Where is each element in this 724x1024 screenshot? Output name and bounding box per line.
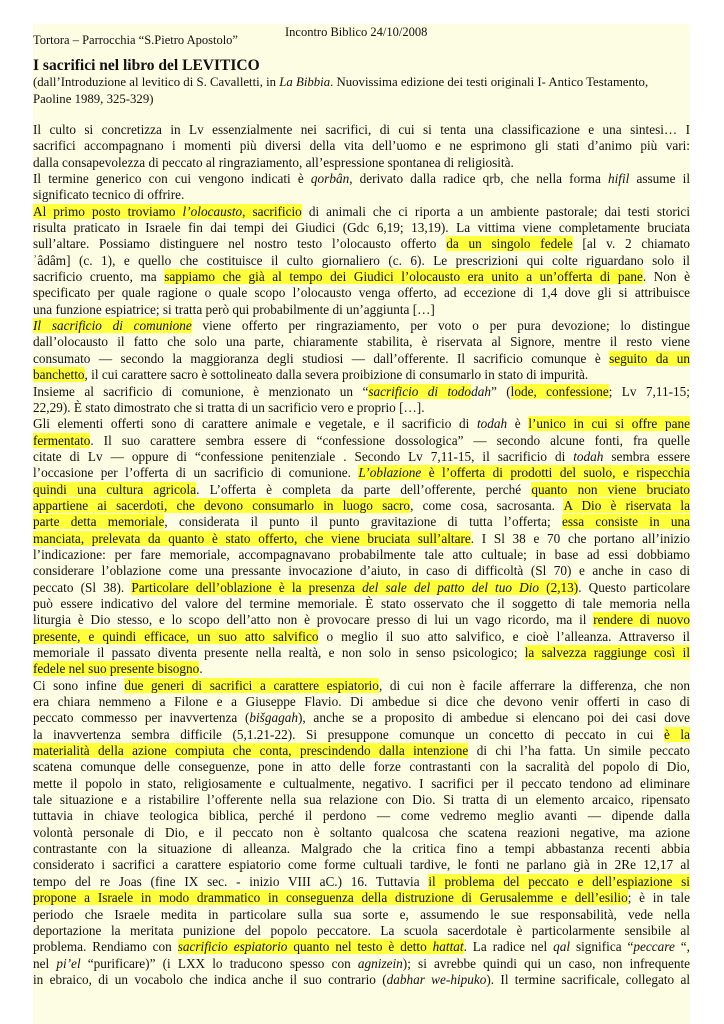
text-segment: tuttavia in chiave teologica biblica, perché il perdono — come vedremo meglio avanti — dipende dalla <box>33 808 690 824</box>
text-segment: può essere indicativo del valore del termine memoriale. È stato osservato che il soggetto di tale memoria nella <box>33 595 690 611</box>
text-segment: l’indicazione: per fare memoriale, accompagnavano probabilmente tale atto cultuale; in base ad essi dobbiamo <box>33 546 690 562</box>
highlight <box>368 384 471 399</box>
italic-term: todah <box>476 416 508 432</box>
highlight <box>562 514 690 529</box>
highlight <box>178 939 288 954</box>
text-segment: problema. Rendiamo con <box>33 939 178 955</box>
text-line <box>33 122 690 138</box>
highlighted-text: presente, e quindi efficace, un suo atto salvifico <box>33 628 319 644</box>
highlight <box>433 939 464 954</box>
text-segment: deportazione la meritata punizione del popolo peccatore. La scuola sacerdotale è particolarmente sensibile al <box>33 922 690 938</box>
text-segment: la inavvertenza sembra difficile (5,1.21-22). Si presuppone comunque un concetto di peccato in cui <box>33 726 664 742</box>
text-line <box>33 596 690 612</box>
highlighted-text: lode, confessione <box>510 383 609 399</box>
text-segment: significa “ <box>570 939 634 955</box>
italic-term: todah <box>573 448 604 464</box>
text-segment: una funzione espiatrice; si tratta però qui probabilmente di un’aggiunta […] <box>33 301 435 317</box>
italic-term: peccare <box>633 939 675 955</box>
text-segment: sull’altare. Possiamo distinguere nel nostro testo l’olocausto offerto <box>33 236 447 252</box>
highlighted-text: la salvezza raggiunge così il <box>524 645 690 660</box>
highlighted-text: fermentato <box>33 432 91 448</box>
highlight <box>609 351 690 366</box>
text-line <box>33 465 690 481</box>
italic-term: dabhar we-hipuko <box>386 971 487 987</box>
highlight <box>664 727 690 742</box>
text-line <box>33 612 690 628</box>
document-page <box>33 24 690 1024</box>
text-segment: citate di Lv — oppure di “confessione penitenziale . Secondo Lv 7,11-15, il sacrificio di <box>33 448 574 464</box>
highlight <box>33 482 196 497</box>
text-segment: dall’olocausto il fatto che solo una parte, chiaramente stabilita, è riservata al Signore, mentre il resto viene <box>33 334 690 350</box>
text-segment: ); si avrebbe quindi qui un caso, non infrequente <box>402 955 690 971</box>
text-line <box>33 449 690 465</box>
highlighted-text: Al primo posto troviamo <box>33 203 183 219</box>
highlight <box>131 580 362 595</box>
text-segment: . L’offerta è completa da parte dell’offerente, perché <box>196 481 532 497</box>
highlighted-text: l’unico in cui si offre pane <box>528 416 690 432</box>
highlighted-text: fedele nel suo presente bisogno <box>33 661 200 677</box>
text-segment: sacrificio cruento, ma <box>33 269 165 285</box>
text-segment: tempo del re Joas (fine IX sec. - inizio VIII aC.) 16. Tuttavia <box>33 873 429 889</box>
highlighted-text: manciata, prelevata da quanto è stato offerto, che viene bruciata sull’altare <box>33 530 471 546</box>
highlighted-text: è l’offerta di prodotti del suolo, e rispecchia <box>421 465 690 481</box>
text-segment: di chi l’ha fatta. Un simile peccato <box>468 743 690 759</box>
italic-term: qorbân <box>310 171 350 187</box>
highlight <box>33 531 471 546</box>
text-line <box>33 629 690 645</box>
text-line <box>33 138 690 154</box>
text-line <box>33 727 690 743</box>
highlighted-text: quanto nel testo è detto <box>287 939 433 955</box>
text-segment: . Il suo carattere sembra essere di “confessione dossologica” — secondo alcune fonti, fra quelle <box>90 432 690 448</box>
text-segment: risulta praticato in Israele fin dai tempi dei Giudici (Gdc 6,19; 13,19). La vittima viene completamente bruciata <box>33 220 690 236</box>
text-segment: ), anche se a proposito di ambedue si elencano poi dei casi dove <box>297 710 690 726</box>
source-book-title: La Bibbia <box>279 75 331 89</box>
source-text-cont: . Nuovissima edizione dei testi originali I- Antico Testamento, <box>330 75 649 89</box>
highlighted-text: è la <box>663 726 690 742</box>
text-line <box>33 171 690 187</box>
text-segment: assume il <box>629 171 690 187</box>
text-segment: . La radice nel <box>463 939 554 955</box>
text-segment: [al v. 2 chiamato <box>572 236 690 252</box>
page-header <box>33 24 690 48</box>
italic-term: agnizein <box>357 955 403 971</box>
text-segment: specificato per quale ragione o quale scopo l’olocausto venga offerto, ad eccezione di 1,4 dove gli si attribuisce <box>33 285 690 301</box>
italic-term: bišgagah <box>249 710 298 726</box>
highlight <box>33 743 468 758</box>
text-line <box>33 285 690 301</box>
italic-term: qal <box>553 939 571 955</box>
highlight <box>33 204 183 219</box>
source-citation <box>33 74 690 108</box>
text-line <box>33 269 690 285</box>
highlight <box>593 612 690 627</box>
highlight <box>539 580 578 595</box>
text-segment: mette il popolo in stato, religiosamente e cultualmente, negativo. I sacrifici per il peccato tendono ad eliminare <box>33 775 690 791</box>
parish-header: Tortora – Parrocchia “S.Pietro Apostolo” <box>33 33 238 47</box>
text-segment: , di cui non è facile afferrare la differenza, che non <box>378 677 690 693</box>
text-line <box>33 433 690 449</box>
text-segment: nel <box>33 955 57 971</box>
text-segment: Il culto si concretizza in Lv essenzialmente nei sacrifici, di cui si tenta una classificazione e una sintesi… I <box>33 122 690 137</box>
text-segment: considerare l’oblazione come una pressante invocazione d’aiuto, in caso di difficoltà (Sl 70) e anche in caso di <box>33 563 690 579</box>
highlighted-text: il problema del peccato e dell’espiazione si <box>428 873 690 889</box>
text-segment: peccato (Sl 38). <box>33 579 132 595</box>
italic-term: hifil <box>607 171 630 187</box>
highlighted-text: sappiamo che già al tempo dei Giudici l’olocausto era unito a un’offerta di pane <box>164 269 643 285</box>
highlight <box>563 498 690 513</box>
text-line <box>33 563 690 579</box>
text-segment: sacrifici accompagnano i momenti più diversi della vita dell’uomo e ne esprimono gli stati d’animo più vari: <box>33 138 690 154</box>
text-line <box>33 710 690 726</box>
text-line <box>33 678 690 694</box>
highlighted-text: propone a Israele in modo drammatico in conseguenza della distruzione di Gerusalemme e dell’esilio <box>33 890 628 906</box>
highlighted-text: essa consiste in una <box>562 514 690 530</box>
text-segment: . <box>199 661 203 677</box>
text-line <box>33 580 690 596</box>
highlight <box>362 580 539 595</box>
text-segment: contrastante con la situazione di alleanza. Malgrado che la critica fino a tempi abbastanza recenti abbia <box>33 841 690 857</box>
text-segment: o meglio il suo atto salvifico, e cioè l’alleanza. Attraverso il <box>318 628 690 644</box>
highlighted-text: seguito da un <box>609 350 690 366</box>
text-line <box>33 645 690 661</box>
text-segment: dalla consapevolezza di peccato al ringraziamento, all’espressione spontanea di religiosità. <box>33 154 514 170</box>
text-segment: scatena comunque delle conseguenze, pone in atto delle forze contrastanti con la sacralità del popolo di Dio, <box>33 759 690 775</box>
italic-term: dah <box>471 383 491 399</box>
text-line <box>33 482 690 498</box>
highlighted-text: parte detta memoriale <box>33 514 165 530</box>
highlighted-text: due generi di sacrifici a carattere espiatorio <box>124 677 379 693</box>
text-segment: . I Sl 38 e 70 che portano all’inizio <box>470 530 690 546</box>
highlight <box>33 318 192 333</box>
highlighted-text: da un singolo fedele <box>446 236 573 252</box>
highlight <box>421 465 690 480</box>
text-segment: viene offerto per ringraziamento, per voto o per pura devozione; lo distingue <box>191 318 690 334</box>
text-line <box>33 857 690 873</box>
highlighted-text: , sacrificio <box>242 203 302 219</box>
text-line <box>33 923 690 939</box>
text-line <box>33 187 690 203</box>
highlighted-text: hattat <box>432 939 464 955</box>
text-line <box>33 874 690 890</box>
text-segment: ; Lv 7,11-15; <box>608 383 690 399</box>
highlighted-text: Il sacrificio di comunione <box>33 318 192 334</box>
text-line <box>33 825 690 841</box>
highlighted-text: materialità della azione compiuta che conta, prescindendo dalla intenzione <box>33 743 469 759</box>
text-segment: l’occasione per l’offerta di un sacrificio di comunione. <box>33 465 359 481</box>
text-segment: considerato i sacrifici a carattere espiatorio come forme cultuali tardive, le fonti ne parlano già in 2Re 12,17 al <box>33 857 690 873</box>
text-segment: , il cui carattere sacro è sottolineato dalla severa proibizione di consumarlo in stato di impurità. <box>84 367 589 383</box>
text-line <box>33 776 690 792</box>
highlight <box>531 482 690 497</box>
text-segment: è <box>507 416 529 432</box>
source-text: (dall’Introduzione al levitico di S. Cavalletti, in <box>33 75 280 89</box>
highlighted-text: Particolare dell’oblazione è la presenza <box>131 579 363 595</box>
highlighted-text: appartiene ai sacerdoti, che devono consumarlo in luogo sacro <box>33 497 411 513</box>
highlight <box>428 874 690 889</box>
highlighted-text: sacrificio espiatorio <box>177 939 288 955</box>
meeting-date-header: Incontro Biblico 24/10/2008 <box>285 25 428 39</box>
text-line <box>33 400 690 416</box>
text-line <box>33 531 690 547</box>
highlight <box>183 204 243 219</box>
text-segment: . Questo particolare <box>578 579 690 595</box>
text-segment: Ci sono infine <box>33 677 125 693</box>
text-segment: in ebraico, di un vocabolo che indica anche il suo contrario ( <box>33 971 387 987</box>
highlight <box>33 367 85 382</box>
text-segment: consumato — secondo la maggioranza degli studiosi — dall’offerente. Il sacrificio comunque è <box>33 350 610 366</box>
text-segment: Insieme al sacrificio di comunione, è menzionato un “ <box>33 383 369 399</box>
text-line <box>33 253 690 269</box>
text-line <box>33 694 690 710</box>
text-line <box>33 661 690 677</box>
highlight <box>525 645 690 660</box>
highlighted-text: rendere di nuovo <box>593 612 690 628</box>
text-segment: “purificare)” (i LXX lo traducono spesso con <box>80 955 358 971</box>
text-line <box>33 155 690 171</box>
text-line <box>33 841 690 857</box>
text-line <box>33 792 690 808</box>
highlighted-text: quindi una cultura agricola <box>33 481 197 497</box>
highlight <box>242 204 302 219</box>
text-line <box>33 743 690 759</box>
highlight <box>33 661 199 676</box>
text-line <box>33 759 690 775</box>
text-segment: volontà personale di Dio, e il peccato non è soltanto qualcosa che scatena reazioni negative, ma azione <box>33 824 690 840</box>
highlight <box>528 416 690 431</box>
text-line <box>33 939 690 955</box>
highlight <box>287 939 432 954</box>
text-segment: sembra essere <box>603 448 690 464</box>
text-segment: di animali che ci riporta a un ambiente pastorale; dai testi storici <box>301 203 690 219</box>
text-line <box>33 236 690 252</box>
text-segment: peccato commesso per inavvertenza ( <box>33 710 250 726</box>
highlight <box>33 498 410 513</box>
highlight <box>33 629 318 644</box>
text-segment: Gli elementi offerti sono di carattere animale e vegetale, e il sacrificio di <box>33 416 477 432</box>
highlighted-text: l’olocausto <box>182 203 243 219</box>
text-line <box>33 808 690 824</box>
highlighted-text: del sale del patto del tuo Dio <box>362 579 540 595</box>
highlight <box>164 269 643 284</box>
text-line <box>33 204 690 220</box>
text-line <box>33 302 690 318</box>
text-segment: liturgia è Dio stesso, e lo scopo dell’atto non è provocare presso di lui un vago ricordo, ma il <box>33 612 594 628</box>
text-segment: “, <box>674 939 690 955</box>
text-line <box>33 416 690 432</box>
text-line <box>33 384 690 400</box>
text-line <box>33 514 690 530</box>
text-line <box>33 498 690 514</box>
text-segment: ” ( <box>490 383 511 399</box>
highlighted-text: sacrificio di todo <box>368 383 472 399</box>
text-line <box>33 351 690 367</box>
highlight <box>446 236 572 251</box>
text-segment: era chiara nemmeno a Filone e a Giuseppe Flavio. Di ambedue si dice che devono venir offerti in caso di <box>33 694 690 710</box>
text-segment: memoriale il passato diventa presente nella realtà, e non solo in senso psicologico; <box>33 645 525 660</box>
text-segment: . Non è <box>642 269 690 285</box>
highlight <box>511 384 609 399</box>
text-segment: , derivato dalla radice qrb, che nella forma <box>349 171 608 187</box>
text-segment: Il termine generico con cui vengono indicati è <box>33 171 311 187</box>
text-line <box>33 972 690 988</box>
text-segment: , come cosa, sacrosanta. <box>410 497 564 513</box>
source-publisher: Paoline 1989, 325-329) <box>33 92 154 106</box>
text-segment: ). Il termine sacrificale, collegato al <box>486 971 690 987</box>
text-segment: , considerata il punto il punto gravitazione di tutta l’offerta; <box>164 514 562 530</box>
text-line <box>33 907 690 923</box>
text-line <box>33 547 690 563</box>
page-title: I sacrifici nel libro del LEVITICO <box>33 57 260 74</box>
text-line <box>33 220 690 236</box>
text-line <box>33 890 690 906</box>
highlight <box>124 678 379 693</box>
text-line <box>33 318 690 334</box>
text-segment: significato tecnico di offrire. <box>33 187 185 203</box>
text-segment: periodo che Israele medita in particolare sulla sua sorte e, assumendo le sue responsabilità, vede nella <box>33 906 690 922</box>
text-line <box>33 956 690 972</box>
body-text <box>33 122 690 988</box>
text-line <box>33 367 690 383</box>
text-segment: tale situazione e a ristabilire l’offerente nella sua relazione con Dio. Si tratta di un elemento arcaico, ripensato <box>33 792 690 808</box>
text-line <box>33 334 690 350</box>
highlighted-text: A Dio è riservata la <box>563 497 690 513</box>
highlighted-text: quanto non viene bruciato <box>531 481 690 497</box>
highlight <box>358 465 421 480</box>
highlighted-text: (2,13) <box>539 579 579 595</box>
highlighted-text: banchetto <box>33 367 85 383</box>
text-segment: 22,29). È stato dimostrato che si tratta di un sacrificio vero e proprio […]. <box>33 399 425 415</box>
highlight <box>33 433 90 448</box>
text-segment: ; è in tale <box>627 890 690 906</box>
text-segment: ʾâdâm] (c. 1), e quello che costituisce il culto giornaliero (c. 6). Le prescrizioni qui colte riguardano solo il <box>33 252 690 268</box>
highlighted-text: L’oblazione <box>358 465 422 481</box>
italic-term: pi’el <box>56 955 81 971</box>
highlight <box>33 890 628 905</box>
highlight <box>33 514 164 529</box>
